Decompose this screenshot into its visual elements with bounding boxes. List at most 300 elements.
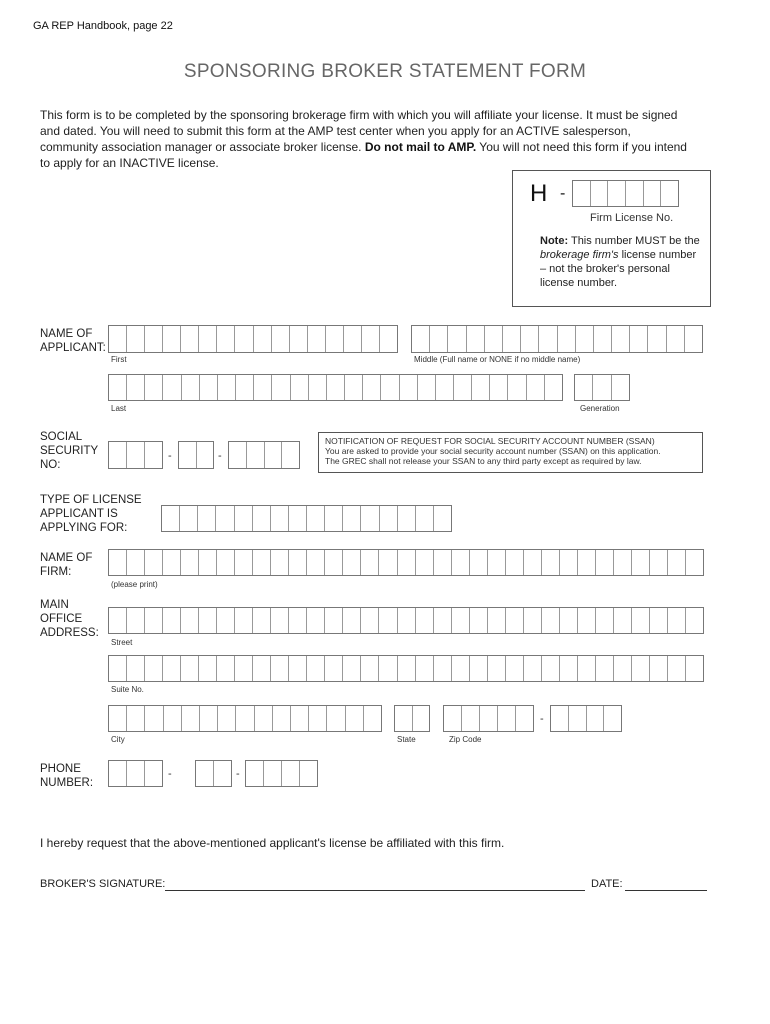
zip-label: Zip Code: [449, 735, 482, 744]
ssn-notice-box: [318, 432, 703, 473]
character-cell[interactable]: [379, 550, 397, 575]
character-cell[interactable]: [542, 608, 560, 633]
character-cell[interactable]: [218, 375, 236, 400]
character-cell[interactable]: [182, 706, 200, 731]
character-cell[interactable]: [308, 326, 326, 352]
character-cell[interactable]: [470, 608, 488, 633]
state-label: State: [397, 735, 416, 744]
character-cell[interactable]: [416, 550, 434, 575]
zip-input[interactable]: [443, 705, 534, 732]
character-cell[interactable]: [254, 375, 272, 400]
middle-name-label: Middle (Full name or NONE if no middle name): [414, 355, 581, 364]
character-cell[interactable]: [236, 706, 254, 731]
street-input[interactable]: [108, 607, 704, 634]
ssn-label: [40, 430, 98, 472]
phone-dash: -: [236, 768, 240, 780]
character-cell[interactable]: [596, 550, 614, 575]
character-cell[interactable]: [448, 326, 466, 352]
character-cell[interactable]: [560, 550, 578, 575]
character-cell[interactable]: [626, 181, 644, 206]
character-cell[interactable]: [145, 706, 163, 731]
suite-input[interactable]: [108, 655, 704, 682]
character-cell[interactable]: [630, 326, 648, 352]
applicant-label-line: APPLICANT:: [40, 342, 106, 354]
note-label: Note:: [540, 235, 569, 247]
ssn-notice-line: You are asked to provide your social security account number (SSAN) on this application.: [325, 446, 661, 456]
broker-signature-label: BROKER'S SIGNATURE:: [40, 878, 166, 890]
character-cell[interactable]: [127, 706, 145, 731]
address-label-line: OFFICE: [40, 613, 83, 625]
character-cell[interactable]: [307, 656, 325, 681]
character-cell[interactable]: [216, 506, 234, 531]
character-cell[interactable]: [650, 656, 668, 681]
phone-area-input[interactable]: [108, 760, 163, 787]
character-cell[interactable]: [199, 608, 217, 633]
character-cell[interactable]: [608, 181, 626, 206]
character-cell[interactable]: [109, 326, 127, 352]
license-type-label-line: APPLICANT IS: [40, 508, 118, 520]
state-input[interactable]: [394, 705, 430, 732]
character-cell[interactable]: [273, 706, 291, 731]
character-cell[interactable]: [289, 608, 307, 633]
character-cell[interactable]: [573, 181, 591, 206]
character-cell[interactable]: [307, 550, 325, 575]
character-cell[interactable]: [289, 656, 307, 681]
character-cell[interactable]: [434, 506, 451, 531]
character-cell[interactable]: [593, 375, 611, 400]
character-cell[interactable]: [145, 608, 163, 633]
character-cell[interactable]: [398, 506, 416, 531]
applicant-label: [40, 327, 106, 355]
character-cell[interactable]: [289, 550, 307, 575]
character-cell[interactable]: [667, 326, 685, 352]
character-cell[interactable]: [467, 326, 485, 352]
character-cell[interactable]: [363, 375, 381, 400]
character-cell[interactable]: [265, 442, 283, 468]
character-cell[interactable]: [163, 375, 181, 400]
character-cell[interactable]: [488, 608, 506, 633]
last-name-label: Last: [111, 404, 127, 413]
character-cell[interactable]: [614, 656, 632, 681]
character-cell[interactable]: [381, 375, 399, 400]
character-cell[interactable]: [344, 326, 362, 352]
character-cell[interactable]: [325, 608, 343, 633]
character-cell[interactable]: [452, 550, 470, 575]
character-cell[interactable]: [218, 706, 236, 731]
character-cell[interactable]: [235, 656, 253, 681]
character-cell[interactable]: [380, 326, 397, 352]
date-line[interactable]: [625, 890, 707, 891]
character-cell[interactable]: [480, 706, 498, 731]
character-cell[interactable]: [398, 656, 416, 681]
character-cell[interactable]: [539, 326, 557, 352]
character-cell[interactable]: [503, 326, 521, 352]
character-cell[interactable]: [412, 326, 430, 352]
character-cell[interactable]: [235, 550, 253, 575]
character-cell[interactable]: [253, 550, 271, 575]
character-cell[interactable]: [452, 656, 470, 681]
character-cell[interactable]: [361, 656, 379, 681]
ssn-dash: -: [218, 450, 222, 462]
character-cell[interactable]: [343, 608, 361, 633]
character-cell[interactable]: [198, 506, 216, 531]
phone-prefix-input[interactable]: [195, 760, 232, 787]
character-cell[interactable]: [454, 375, 472, 400]
character-cell[interactable]: [264, 761, 282, 786]
firm-license-prefix: H: [530, 180, 548, 207]
character-cell[interactable]: [551, 706, 569, 731]
character-cell[interactable]: [181, 550, 199, 575]
character-cell[interactable]: [488, 656, 506, 681]
character-cell[interactable]: [650, 608, 668, 633]
character-cell[interactable]: [199, 656, 217, 681]
character-cell[interactable]: [282, 442, 299, 468]
suite-label: Suite No.: [111, 685, 144, 694]
intro-text-tail: You will not need this form if you intend to apply for an INACTIVE license.: [40, 140, 687, 170]
character-cell[interactable]: [560, 656, 578, 681]
generation-label: Generation: [580, 404, 620, 413]
character-cell[interactable]: [271, 550, 289, 575]
character-cell[interactable]: [569, 706, 587, 731]
character-cell[interactable]: [614, 608, 632, 633]
character-cell[interactable]: [594, 326, 612, 352]
first-name-input[interactable]: [108, 325, 398, 353]
character-cell[interactable]: [362, 326, 380, 352]
character-cell[interactable]: [145, 326, 163, 352]
license-type-label-line: TYPE OF LICENSE: [40, 494, 142, 506]
city-label: City: [111, 735, 125, 744]
phone-label-line: NUMBER:: [40, 777, 94, 789]
character-cell[interactable]: [587, 706, 605, 731]
character-cell[interactable]: [364, 706, 381, 731]
character-cell[interactable]: [506, 656, 524, 681]
character-cell[interactable]: [255, 706, 273, 731]
first-name-label: First: [111, 355, 127, 364]
intro-bold-text: Do not mail to AMP.: [364, 140, 477, 154]
character-cell[interactable]: [416, 656, 434, 681]
character-cell[interactable]: [300, 761, 317, 786]
character-cell[interactable]: [434, 656, 452, 681]
character-cell[interactable]: [109, 656, 127, 681]
character-cell[interactable]: [524, 608, 542, 633]
character-cell[interactable]: [109, 375, 127, 400]
character-cell[interactable]: [327, 375, 345, 400]
character-cell[interactable]: [199, 326, 217, 352]
character-cell[interactable]: [291, 706, 309, 731]
character-cell[interactable]: [236, 375, 254, 400]
character-cell[interactable]: [345, 375, 363, 400]
form-title: SPONSORING BROKER STATEMENT FORM: [183, 61, 587, 82]
character-cell[interactable]: [200, 706, 218, 731]
intro-text: This form is to be completed by the sponsoring brokerage firm with which you will affiliate your license. It must be signed and dated. You will need to submit this form at the AMP test center when you apply for an ACTIVE salesperson, community association manager or associate broker license.: [40, 108, 678, 154]
character-cell[interactable]: [632, 550, 650, 575]
character-cell[interactable]: [398, 608, 416, 633]
character-cell[interactable]: [196, 761, 214, 786]
character-cell[interactable]: [145, 375, 163, 400]
character-cell[interactable]: [235, 608, 253, 633]
character-cell[interactable]: [109, 761, 127, 786]
character-cell[interactable]: [307, 608, 325, 633]
character-cell[interactable]: [162, 506, 180, 531]
character-cell[interactable]: [430, 326, 448, 352]
character-cell[interactable]: [282, 761, 300, 786]
character-cell[interactable]: [604, 706, 621, 731]
character-cell[interactable]: [542, 550, 560, 575]
character-cell[interactable]: [506, 550, 524, 575]
character-cell[interactable]: [291, 375, 309, 400]
date-label: DATE:: [591, 878, 623, 890]
character-cell[interactable]: [416, 506, 434, 531]
character-cell[interactable]: [145, 550, 163, 575]
character-cell[interactable]: [182, 375, 200, 400]
character-cell[interactable]: [254, 326, 272, 352]
character-cell[interactable]: [309, 706, 327, 731]
character-cell[interactable]: [452, 608, 470, 633]
character-cell[interactable]: [325, 506, 343, 531]
firm-license-label: Firm License No.: [590, 212, 674, 224]
character-cell[interactable]: [229, 442, 247, 468]
character-cell[interactable]: [164, 706, 182, 731]
character-cell[interactable]: [109, 442, 127, 468]
character-cell[interactable]: [685, 326, 702, 352]
character-cell[interactable]: [163, 608, 181, 633]
character-cell[interactable]: [612, 326, 630, 352]
page-reference: GA REP Handbook, page 22: [33, 20, 173, 32]
character-cell[interactable]: [686, 608, 703, 633]
street-label: Street: [111, 638, 133, 647]
character-cell[interactable]: [181, 656, 199, 681]
ssn-label-line: SECURITY: [40, 445, 99, 457]
character-cell[interactable]: [380, 506, 398, 531]
character-cell[interactable]: [591, 181, 609, 206]
note-text: This number MUST be the: [570, 235, 700, 247]
character-cell[interactable]: [217, 608, 235, 633]
ssn-label-line: NO:: [40, 459, 61, 471]
firm-name-label-line: FIRM:: [40, 566, 72, 578]
character-cell[interactable]: [217, 550, 235, 575]
character-cell[interactable]: [145, 761, 162, 786]
character-cell[interactable]: [217, 656, 235, 681]
character-cell[interactable]: [253, 608, 271, 633]
character-cell[interactable]: [109, 608, 127, 633]
character-cell[interactable]: [398, 550, 416, 575]
character-cell[interactable]: [127, 761, 145, 786]
character-cell[interactable]: [578, 608, 596, 633]
character-cell[interactable]: [632, 656, 650, 681]
character-cell[interactable]: [343, 550, 361, 575]
character-cell[interactable]: [109, 706, 127, 731]
character-cell[interactable]: [346, 706, 364, 731]
character-cell[interactable]: [661, 181, 678, 206]
character-cell[interactable]: [632, 608, 650, 633]
character-cell[interactable]: [361, 550, 379, 575]
ssn-dash: -: [168, 450, 172, 462]
character-cell[interactable]: [246, 761, 264, 786]
character-cell[interactable]: [127, 656, 145, 681]
address-label-line: ADDRESS:: [40, 627, 99, 639]
character-cell[interactable]: [418, 375, 436, 400]
intro-paragraph: [40, 107, 690, 171]
last-name-input[interactable]: [108, 374, 563, 401]
character-cell[interactable]: [578, 656, 596, 681]
character-cell[interactable]: [521, 326, 539, 352]
character-cell[interactable]: [485, 326, 503, 352]
ssn-notice-line: The GREC shall not release your SSAN to any third party except as required by law.: [325, 456, 642, 466]
character-cell[interactable]: [596, 656, 614, 681]
ssn-serial-input[interactable]: [228, 441, 300, 469]
character-cell[interactable]: [145, 442, 162, 468]
character-cell[interactable]: [127, 375, 145, 400]
character-cell[interactable]: [127, 608, 145, 633]
character-cell[interactable]: [343, 506, 361, 531]
character-cell[interactable]: [488, 550, 506, 575]
character-cell[interactable]: [668, 656, 686, 681]
character-cell[interactable]: [217, 326, 235, 352]
character-cell[interactable]: [413, 706, 430, 731]
character-cell[interactable]: [686, 656, 703, 681]
character-cell[interactable]: [527, 375, 545, 400]
license-type-label: [40, 493, 142, 535]
character-cell[interactable]: [648, 326, 666, 352]
character-cell[interactable]: [197, 442, 214, 468]
character-cell[interactable]: [271, 608, 289, 633]
firm-license-input[interactable]: [572, 180, 679, 207]
character-cell[interactable]: [180, 506, 198, 531]
character-cell[interactable]: [434, 550, 452, 575]
city-input[interactable]: [108, 705, 382, 732]
generation-input[interactable]: [574, 374, 630, 401]
zip-dash: -: [540, 713, 544, 725]
character-cell[interactable]: [542, 656, 560, 681]
character-cell[interactable]: [127, 550, 145, 575]
character-cell[interactable]: [416, 608, 434, 633]
character-cell[interactable]: [668, 608, 686, 633]
character-cell[interactable]: [309, 375, 327, 400]
ssn-label-line: SOCIAL: [40, 431, 83, 443]
firm-name-input[interactable]: [108, 549, 704, 576]
character-cell[interactable]: [650, 550, 668, 575]
character-cell[interactable]: [545, 375, 562, 400]
character-cell[interactable]: [271, 656, 289, 681]
character-cell[interactable]: [343, 656, 361, 681]
character-cell[interactable]: [163, 550, 181, 575]
character-cell[interactable]: [686, 550, 703, 575]
character-cell[interactable]: [644, 181, 662, 206]
character-cell[interactable]: [578, 550, 596, 575]
character-cell[interactable]: [470, 550, 488, 575]
character-cell[interactable]: [472, 375, 490, 400]
character-cell[interactable]: [434, 608, 452, 633]
zip-extension-input[interactable]: [550, 705, 622, 732]
character-cell[interactable]: [289, 506, 307, 531]
firm-name-hint: (please print): [111, 580, 158, 589]
character-cell[interactable]: [163, 326, 181, 352]
character-cell[interactable]: [290, 326, 308, 352]
character-cell[interactable]: [361, 506, 379, 531]
character-cell[interactable]: [668, 550, 686, 575]
character-cell[interactable]: [325, 656, 343, 681]
character-cell[interactable]: [272, 375, 290, 400]
license-type-label-line: APPLYING FOR:: [40, 522, 128, 534]
character-cell[interactable]: [524, 656, 542, 681]
character-cell[interactable]: [127, 326, 145, 352]
ssn-area-input[interactable]: [108, 441, 163, 469]
character-cell[interactable]: [395, 706, 413, 731]
character-cell[interactable]: [235, 506, 253, 531]
character-cell[interactable]: [379, 656, 397, 681]
phone-line-input[interactable]: [245, 760, 318, 787]
firm-license-note: [540, 234, 700, 290]
character-cell[interactable]: [272, 326, 290, 352]
character-cell[interactable]: [516, 706, 533, 731]
character-cell[interactable]: [326, 326, 344, 352]
firm-license-dash: -: [560, 185, 566, 202]
character-cell[interactable]: [253, 656, 271, 681]
character-cell[interactable]: [214, 761, 231, 786]
character-cell[interactable]: [508, 375, 526, 400]
character-cell[interactable]: [490, 375, 508, 400]
applicant-label-line: NAME OF: [40, 328, 93, 340]
license-type-input[interactable]: [161, 505, 452, 532]
character-cell[interactable]: [327, 706, 345, 731]
character-cell[interactable]: [560, 608, 578, 633]
broker-signature-line[interactable]: [165, 890, 585, 891]
character-cell[interactable]: [444, 706, 462, 731]
character-cell[interactable]: [199, 550, 217, 575]
character-cell[interactable]: [200, 375, 218, 400]
phone-label: [40, 762, 93, 790]
character-cell[interactable]: [524, 550, 542, 575]
character-cell[interactable]: [596, 608, 614, 633]
character-cell[interactable]: [307, 506, 325, 531]
character-cell[interactable]: [575, 375, 593, 400]
note-text-tail: license number – not the broker's personal license number.: [540, 249, 697, 289]
character-cell[interactable]: [436, 375, 454, 400]
character-cell[interactable]: [145, 656, 163, 681]
character-cell[interactable]: [109, 550, 127, 575]
character-cell[interactable]: [361, 608, 379, 633]
character-cell[interactable]: [614, 550, 632, 575]
phone-label-line: PHONE: [40, 763, 81, 775]
character-cell[interactable]: [612, 375, 629, 400]
character-cell[interactable]: [470, 656, 488, 681]
ssn-group-input[interactable]: [178, 441, 214, 469]
character-cell[interactable]: [235, 326, 253, 352]
character-cell[interactable]: [247, 442, 265, 468]
character-cell[interactable]: [498, 706, 516, 731]
ssn-notice-title: NOTIFICATION OF REQUEST FOR SOCIAL SECURITY ACCOUNT NUMBER (SSAN): [325, 436, 655, 446]
affirmation-text: I hereby request that the above-mentioned applicant's license be affiliated with this firm.: [40, 836, 505, 850]
character-cell[interactable]: [179, 442, 197, 468]
character-cell[interactable]: [271, 506, 289, 531]
character-cell[interactable]: [576, 326, 594, 352]
character-cell[interactable]: [506, 608, 524, 633]
address-label-line: MAIN: [40, 599, 69, 611]
character-cell[interactable]: [253, 506, 271, 531]
middle-name-input[interactable]: [411, 325, 703, 353]
character-cell[interactable]: [379, 608, 397, 633]
character-cell[interactable]: [462, 706, 480, 731]
firm-name-label-line: NAME OF: [40, 552, 93, 564]
character-cell[interactable]: [400, 375, 418, 400]
character-cell[interactable]: [181, 326, 199, 352]
phone-dash: -: [168, 768, 172, 780]
character-cell[interactable]: [325, 550, 343, 575]
character-cell[interactable]: [127, 442, 145, 468]
character-cell[interactable]: [558, 326, 576, 352]
character-cell[interactable]: [163, 656, 181, 681]
character-cell[interactable]: [181, 608, 199, 633]
